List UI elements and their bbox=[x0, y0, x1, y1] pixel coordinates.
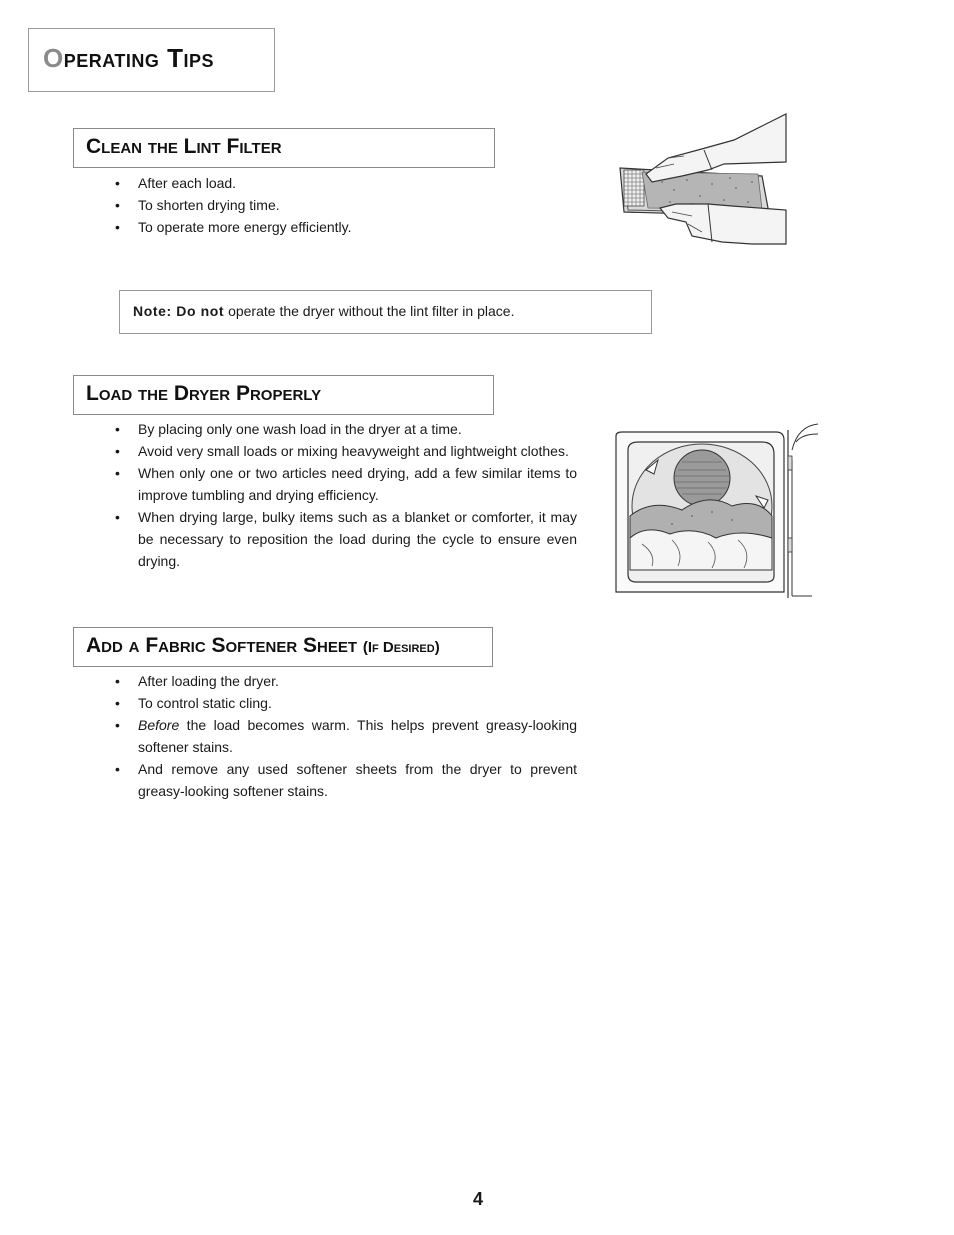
page-number: 4 bbox=[473, 1189, 484, 1209]
list-item bbox=[115, 506, 577, 572]
bullet-icon: • bbox=[115, 509, 120, 525]
emphasis-text: Before bbox=[138, 717, 180, 733]
section-title bbox=[86, 634, 440, 658]
list-item-text: When only one or two articles need drying, add a few similar items to improve tumbling and drying efficiency. bbox=[138, 465, 577, 503]
list-item bbox=[115, 216, 577, 238]
list-item bbox=[115, 714, 577, 758]
list-item bbox=[115, 462, 577, 506]
section-title-suffix: (If Desired) bbox=[362, 639, 440, 656]
page-title bbox=[43, 43, 214, 74]
list-item bbox=[115, 692, 577, 714]
bullet-icon: • bbox=[115, 673, 120, 689]
lint-filter-illustration bbox=[612, 112, 788, 248]
bullet-icon: • bbox=[115, 465, 120, 481]
list-item-text: To operate more energy efficiently. bbox=[138, 219, 352, 235]
list-item bbox=[115, 440, 577, 462]
section-header-fabric-softener bbox=[73, 627, 493, 667]
list-item-text: To shorten drying time. bbox=[138, 197, 280, 213]
bullet-list-lint-filter bbox=[115, 172, 577, 238]
list-item-text: After loading the dryer. bbox=[138, 673, 279, 689]
list-item bbox=[115, 670, 577, 692]
section-title-main: Add a Fabric Softener Sheet bbox=[86, 634, 358, 657]
bullet-list-load-dryer bbox=[115, 418, 577, 572]
list-item-text bbox=[138, 717, 577, 755]
list-item bbox=[115, 758, 577, 802]
bullet-icon: • bbox=[115, 219, 120, 235]
section-title: Clean the Lint Filter bbox=[86, 135, 282, 158]
note-text bbox=[133, 303, 514, 319]
section-title: Load the Dryer Properly bbox=[86, 382, 322, 405]
bullet-icon: • bbox=[115, 443, 120, 459]
section-header-load-dryer bbox=[73, 375, 494, 415]
list-item bbox=[115, 172, 577, 194]
bullet-icon: • bbox=[115, 421, 120, 437]
note-label: Note: Do not bbox=[133, 303, 225, 319]
list-item-text: By placing only one wash load in the dryer at a time. bbox=[138, 421, 462, 437]
list-item-text: Avoid very small loads or mixing heavyweight and lightweight clothes. bbox=[138, 443, 569, 459]
page-title-rest: perating Tips bbox=[63, 43, 215, 73]
bullet-icon: • bbox=[115, 717, 120, 733]
list-item-text-rest: the load becomes warm. This helps prevent greasy-looking softener stains. bbox=[138, 717, 577, 755]
list-item-text: To control static cling. bbox=[138, 695, 272, 711]
note-body: operate the dryer without the lint filter in place. bbox=[224, 303, 515, 319]
bullet-icon: • bbox=[115, 175, 120, 191]
note-box bbox=[119, 290, 652, 334]
list-item-text: When drying large, bulky items such as a blanket or comforter, it may be necessary to reposition the load during the cycle to ensure even drying. bbox=[138, 509, 577, 569]
page-title-box bbox=[28, 28, 275, 92]
list-item bbox=[115, 194, 577, 216]
section-header-clean-lint-filter bbox=[73, 128, 495, 168]
list-item-text: And remove any used softener sheets from the dryer to prevent greasy-looking softener stains. bbox=[138, 761, 577, 799]
dryer-drum-illustration bbox=[612, 420, 822, 602]
bullet-list-fabric-softener bbox=[115, 670, 577, 802]
list-item bbox=[115, 418, 577, 440]
page-title-initial: O bbox=[43, 43, 64, 73]
bullet-icon: • bbox=[115, 761, 120, 777]
list-item-text: After each load. bbox=[138, 175, 237, 191]
bullet-icon: • bbox=[115, 695, 120, 711]
bullet-icon: • bbox=[115, 197, 120, 213]
